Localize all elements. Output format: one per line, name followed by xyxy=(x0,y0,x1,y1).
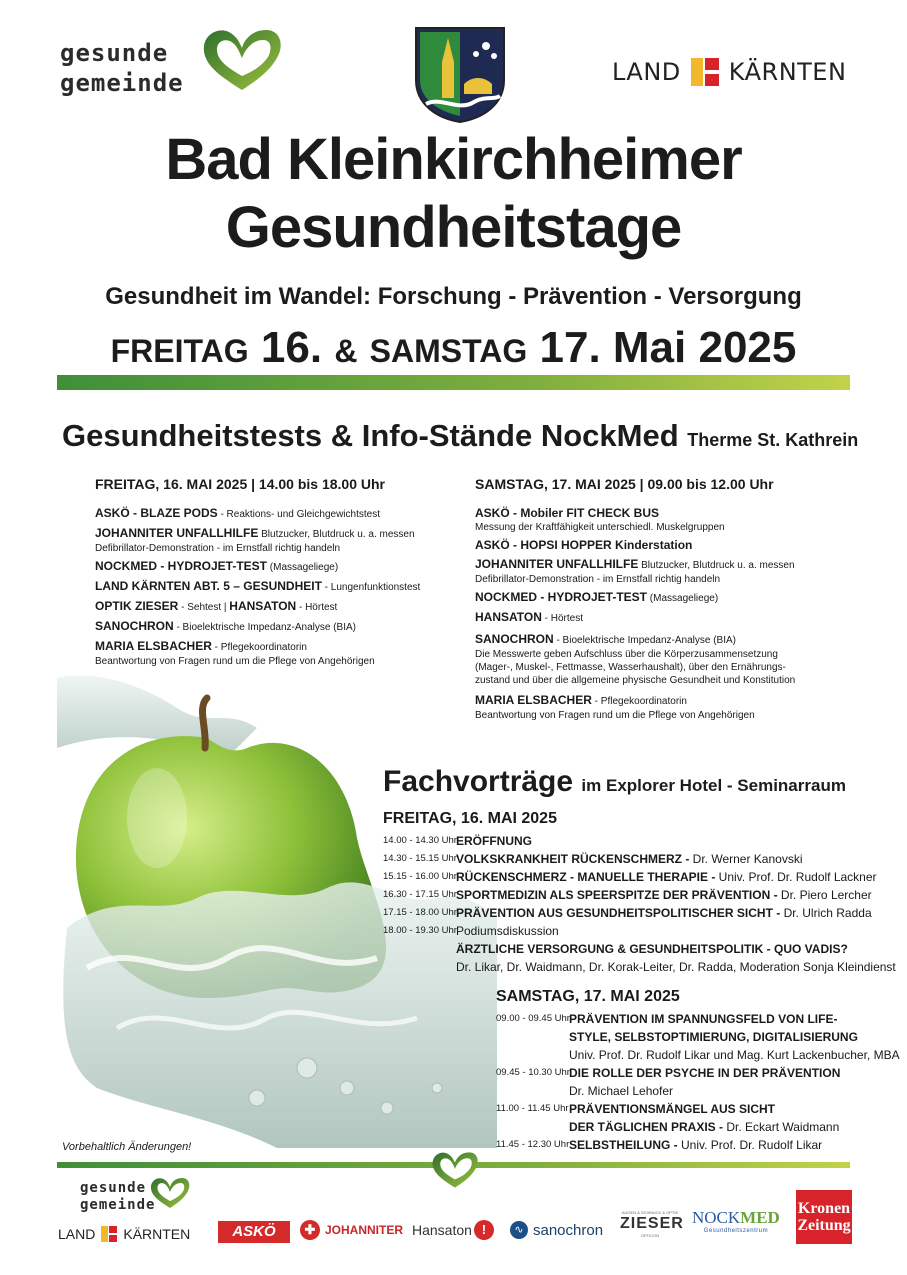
disclaimer: Vorbehaltlich Änderungen! xyxy=(62,1141,192,1153)
list-item: ASKÖ - HOPSI HOPPER Kinderstation xyxy=(475,538,693,552)
sponsor-hansaton: Hansaton ! xyxy=(412,1220,494,1240)
talks-heading xyxy=(383,762,846,806)
land-label: LAND xyxy=(612,58,681,86)
talks-saturday-heading: SAMSTAG, 17. MAI 2025 xyxy=(496,988,680,1005)
schedule-row: Dr. Michael Lehofer xyxy=(569,1084,674,1098)
schedule-row: Univ. Prof. Dr. Rudolf Likar und Mag. Kurt Lackenbucher, MBA xyxy=(569,1048,900,1062)
gesunde-gemeinde-logo xyxy=(60,38,300,118)
date-sat-num: 17. Mai 2025 xyxy=(539,323,797,372)
schedule-row: 15.15 - 16.00 Uhr RÜCKENSCHMERZ - MANUELLE THERAPIE - Univ. Prof. Dr. Rudolf Lackner xyxy=(383,870,877,884)
tests-heading xyxy=(62,416,858,460)
tests-friday-heading: FREITAG, 16. MAI 2025 | 14.00 bis 18.00 Uhr xyxy=(95,476,386,492)
tests-location: Therme St. Kathrein xyxy=(687,430,859,450)
schedule-row: 09.00 - 09.45 Uhr PRÄVENTION IM SPANNUNGSFELD VON LIFE- xyxy=(496,1012,838,1026)
tests-friday-column xyxy=(95,476,455,672)
schedule-row: 11.00 - 11.45 Uhr PRÄVENTIONSMÄNGEL AUS SICHT xyxy=(496,1102,776,1116)
subtitle: Gesundheit im Wandel: Forschung - Prävention - Versorgung xyxy=(105,283,802,310)
heart-icon xyxy=(428,1150,482,1190)
list-item: ASKÖ - BLAZE PODS - Reaktions- und Gleichgewichtstest xyxy=(95,506,380,520)
schedule-row: 16.30 - 17.15 Uhr SPORTMEDIZIN ALS SPEERSPITZE DER PRÄVENTION - Dr. Piero Lercher xyxy=(383,888,872,902)
list-item: LAND KÄRNTEN ABT. 5 – GESUNDHEIT - Lungenfunktionstest xyxy=(95,579,421,593)
list-item: SANOCHRON - Bioelektrische Impedanz-Analyse (BIA) Die Messwerte geben Aufschluss über die Körperzusammensetzung (Mager-, Muskel-, Fettmasse, Wasserhaushalt), über den Ernährungs- zustand und über die allgemeine physische Gesundheit und Konstitution xyxy=(475,632,796,686)
event-dates xyxy=(0,320,907,379)
list-item: JOHANNITER UNFALLHILFE Blutzucker, Blutdruck u. a. messen Defibrillator-Demonstration - im Ernstfall richtig handeln xyxy=(95,526,415,554)
schedule-row: 18.00 - 19.30 Uhr Podiumsdiskussion xyxy=(383,924,559,938)
green-divider xyxy=(57,375,850,390)
list-item: SANOCHRON - Bioelektrische Impedanz-Analyse (BIA) xyxy=(95,619,356,633)
list-item: HANSATON - Hörtest xyxy=(475,610,584,624)
main-title-line1: Bad Kleinkirchheimer xyxy=(165,127,742,192)
kaernten-flag-icon xyxy=(691,58,719,86)
sponsor-land-kaernten: LAND KÄRNTEN xyxy=(58,1226,191,1242)
land-kaernten-logo xyxy=(612,58,846,86)
list-item: JOHANNITER UNFALLHILFE Blutzucker, Blutdruck u. a. messen Defibrillator-Demonstration - im Ernstfall richtig handeln xyxy=(475,557,795,585)
date-fri-word: FREITAG xyxy=(110,333,249,369)
kaernten-label: KÄRNTEN xyxy=(728,58,847,86)
schedule-row: 17.15 - 18.00 Uhr PRÄVENTION AUS GESUNDHEITSPOLITISCHER SICHT - Dr. Ulrich Radda xyxy=(383,906,872,920)
schedule-row: 14.30 - 15.15 Uhr VOLKSKRANKHEIT RÜCKENSCHMERZ - Dr. Werner Kanovski xyxy=(383,852,803,866)
list-item: ASKÖ - Mobiler FIT CHECK BUS Messung der Kraftfähigkeit unterschiedl. Muskelgruppen xyxy=(475,506,725,533)
talks-friday-schedule xyxy=(383,810,896,976)
sponsor-sanochron: ∿ sanochron xyxy=(510,1221,603,1239)
heart-icon xyxy=(200,26,284,94)
schedule-row: 09.45 - 10.30 Uhr DIE ROLLE DER PSYCHE IN DER PRÄVENTION xyxy=(496,1066,841,1080)
date-amp: & xyxy=(334,333,358,369)
logo-text-gesunde: gesunde xyxy=(60,39,169,67)
tests-saturday-heading: SAMSTAG, 17. MAI 2025 | 09.00 bis 12.00 Uhr xyxy=(475,476,774,492)
talks-heading-text: Fachvorträge xyxy=(383,765,574,798)
date-sat-word: SAMSTAG xyxy=(369,333,528,369)
heart-icon xyxy=(148,1176,192,1210)
talks-location: im Explorer Hotel - Seminarraum xyxy=(581,776,846,795)
list-item: MARIA ELSBACHER - Pflegekoordinatorin Beantwortung von Fragen rund um die Pflege von Angehörigen xyxy=(95,639,375,667)
sponsor-gesunde-gemeinde: gesunde gemeinde xyxy=(80,1180,155,1214)
list-item: NOCKMED - HYDROJET-TEST (Massageliege) xyxy=(475,590,719,604)
list-item: MARIA ELSBACHER - Pflegekoordinatorin Beantwortung von Fragen rund um die Pflege von Angehörigen xyxy=(475,693,755,721)
date-fri-num: 16. xyxy=(260,323,323,372)
johanniter-cross-icon: ✚ xyxy=(300,1220,320,1240)
list-item: NOCKMED - HYDROJET-TEST (Massageliege) xyxy=(95,559,339,573)
schedule-row: Dr. Likar, Dr. Waidmann, Dr. Korak-Leiter, Dr. Radda, Moderation Sonja Kleindienst xyxy=(456,960,896,974)
sponsor-askoe: ASKÖ xyxy=(218,1221,290,1243)
schedule-row: 11.45 - 12.30 Uhr SELBSTHEILUNG - Univ. Prof. Dr. Rudolf Likar xyxy=(496,1138,823,1152)
kaernten-flag-icon xyxy=(101,1226,117,1242)
sponsor-zieser: AUGEN & SCHMUCK & OPTIK ZIESER OPTICON xyxy=(620,1210,684,1238)
sanochron-pulse-icon: ∿ xyxy=(510,1221,528,1239)
schedule-row: STYLE, SELBSTOPTIMIERUNG, DIGITALISIERUNG xyxy=(569,1030,858,1044)
sponsor-johanniter: ✚ JOHANNITER xyxy=(300,1220,403,1240)
hansaton-ear-icon: ! xyxy=(474,1220,494,1240)
tests-saturday-column xyxy=(475,476,875,726)
sponsor-nockmed: NOCKMED Gesundheitszentrum xyxy=(692,1208,780,1234)
sponsor-kronen-zeitung: Kronen Zeitung xyxy=(796,1190,852,1244)
coat-of-arms-icon xyxy=(412,24,508,124)
schedule-row: 14.00 - 14.30 Uhr ERÖFFNUNG xyxy=(383,834,532,848)
list-item: OPTIK ZIESER - Sehtest | HANSATON - Hörtest xyxy=(95,599,338,613)
talks-friday-heading: FREITAG, 16. MAI 2025 xyxy=(383,810,557,827)
schedule-row: DER TÄGLICHEN PRAXIS - Dr. Eckart Waidmann xyxy=(569,1120,840,1134)
schedule-row: ÄRZTLICHE VERSORGUNG & GESUNDHEITSPOLITIK - QUO VADIS? xyxy=(456,942,848,956)
logo-text-gemeinde: gemeinde xyxy=(60,69,184,97)
talks-saturday-schedule xyxy=(496,988,900,1154)
main-title-line2: Gesundheitstage xyxy=(225,195,682,260)
tests-heading-text: Gesundheitstests & Info-Stände NockMed xyxy=(62,418,679,453)
